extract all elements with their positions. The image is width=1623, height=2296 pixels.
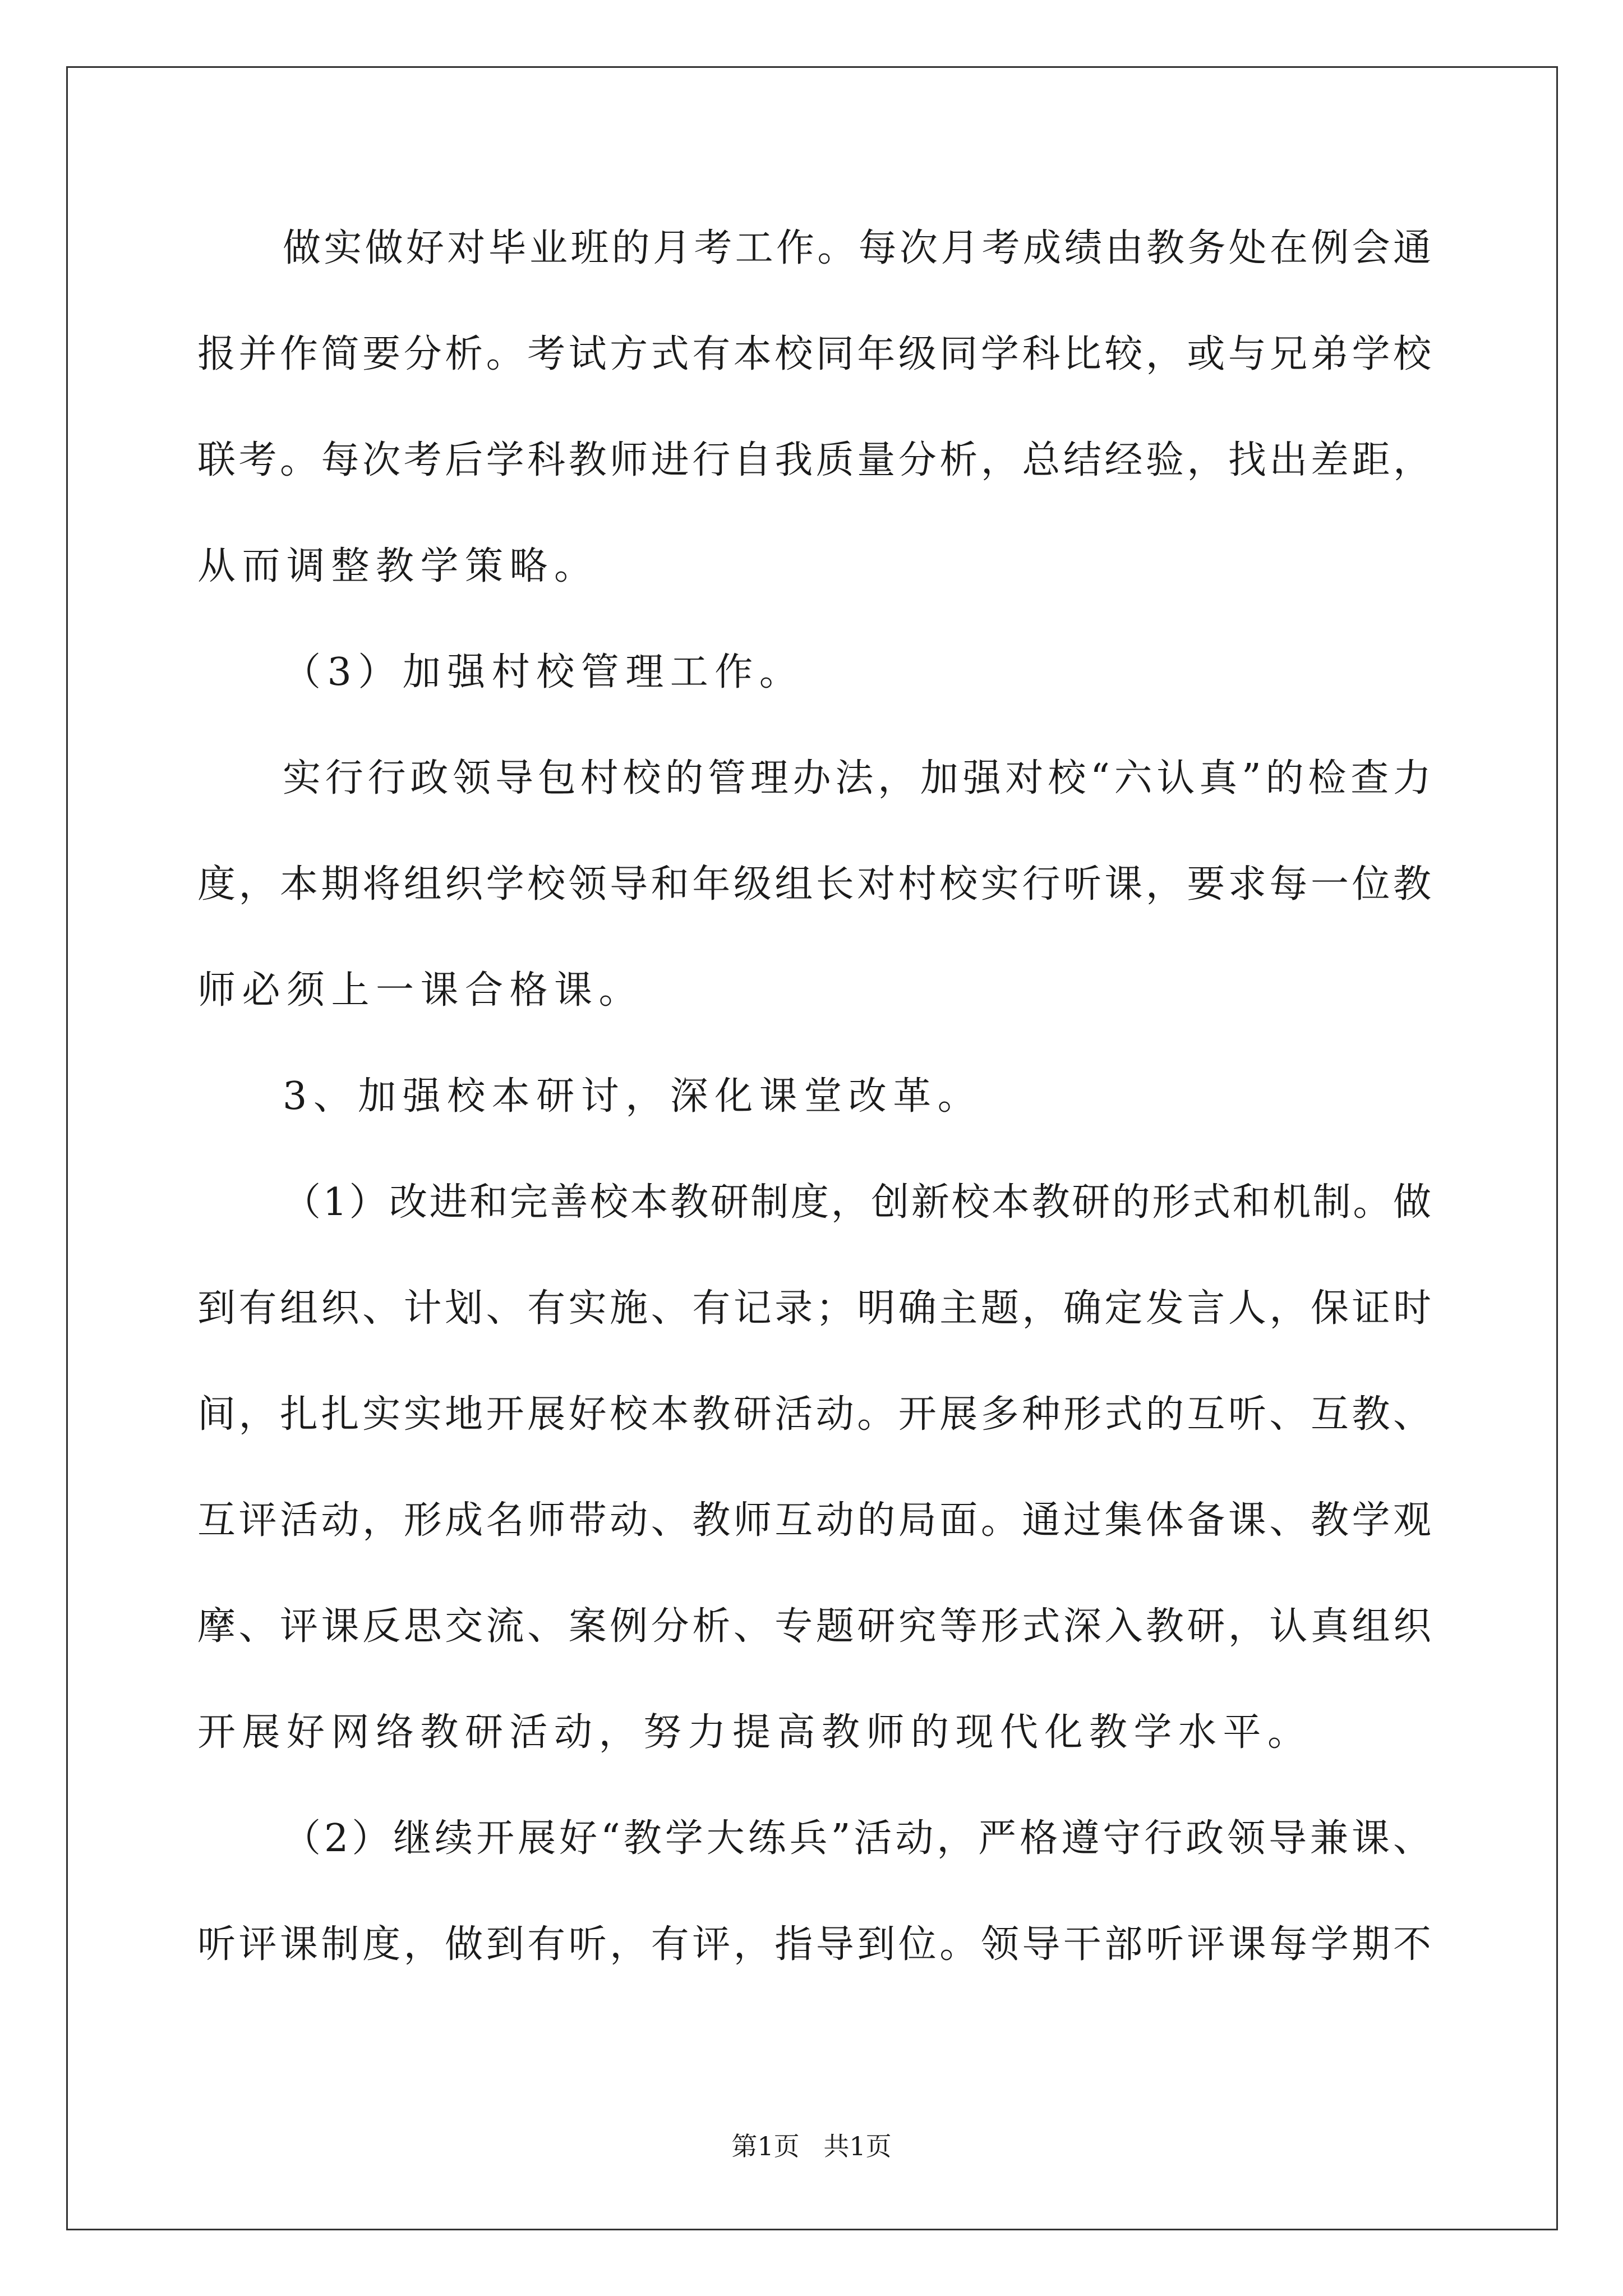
text-line: 间，扎扎实实地开展好校本教研活动。开展多种形式的互听、互教、 [197,1392,1431,1437]
page-number: 第1页 [731,2131,800,2161]
text-line: 开展好网络教研活动，努力提高教师的现代化教学水平。 [197,1710,1312,1755]
text-line: 师必须上一课合格课。 [197,968,644,1013]
section-heading: （3）加强村校管理工作。 [283,650,804,694]
text-line: 度，本期将组织学校领导和年级组长对村校实行听课，要求每一位教 [197,862,1431,907]
text-line: （2）继续开展好“教学大练兵”活动，严格遵守行政领导兼课、 [283,1816,1431,1861]
text-line: 联考。每次考后学科教师进行自我质量分析，总结经验，找出差距， [197,438,1431,482]
page-footer [0,2129,1623,2163]
text-line: （1）改进和完善校本教研制度，创新校本教研的形式和机制。做 [283,1180,1431,1225]
text-line: 摩、评课反思交流、案例分析、专题研究等形式深入教研，认真组织 [197,1604,1431,1649]
page-total: 共1页 [823,2131,892,2161]
text-line: 报并作简要分析。考试方式有本校同年级同学科比较，或与兄弟学校 [197,332,1431,376]
section-heading: 3、加强校本研讨，深化课堂改革。 [283,1074,983,1119]
text-line: 听评课制度，做到有听，有评，指导到位。领导干部听评课每学期不 [197,1922,1431,1967]
text-line: 到有组织、计划、有实施、有记录；明确主题，确定发言人，保证时 [197,1286,1431,1331]
text-line: 从而调整教学策略。 [197,544,599,588]
document-body [197,212,1431,2014]
text-line: 做实做好对毕业班的月考工作。每次月考成绩由教务处在例会通 [283,226,1431,270]
text-line: 互评活动，形成名师带动、教师互动的局面。通过集体备课、教学观 [197,1498,1431,1543]
text-line: 实行行政领导包村校的管理办法，加强对校“六认真”的检查力 [283,756,1431,800]
